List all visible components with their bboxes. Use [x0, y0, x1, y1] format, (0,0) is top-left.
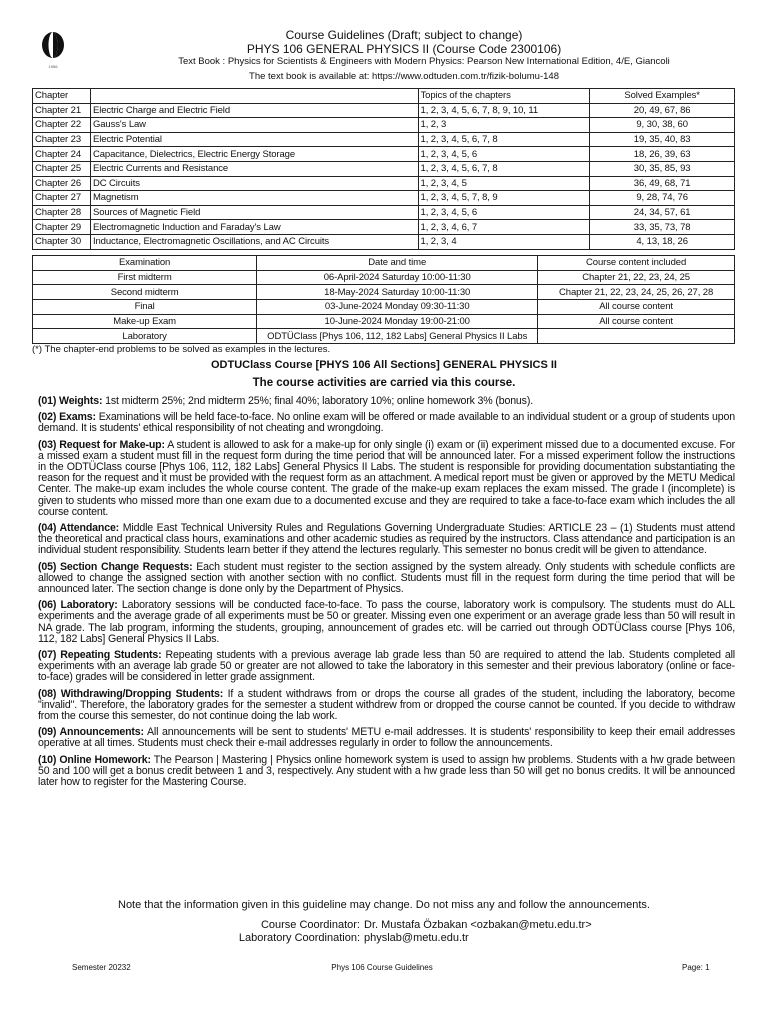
- table-cell: Chapter 21, 22, 23, 24, 25, 26, 27, 28: [538, 285, 735, 300]
- header-cell: Date and time: [257, 256, 538, 271]
- guideline-paragraph: [38, 600, 735, 645]
- table-cell: 18, 26, 39, 63: [590, 147, 735, 162]
- footer-semester: Semester 20232: [72, 963, 131, 972]
- table-cell: DC Circuits: [90, 176, 418, 191]
- table-cell: Chapter 25: [33, 161, 91, 176]
- table-cell: 9, 30, 38, 60: [590, 118, 735, 133]
- paragraph-label: (08) Withdrawing/Dropping Students:: [38, 687, 224, 700]
- table-cell: Magnetism: [90, 191, 418, 206]
- table-cell: Chapter 30: [33, 234, 91, 249]
- table-row: [33, 147, 735, 162]
- table-cell: Make-up Exam: [33, 314, 257, 329]
- table-cell: 1, 2, 3, 4, 5, 6, 7, 8: [418, 132, 590, 147]
- table-cell: Chapter 24: [33, 147, 91, 162]
- table-cell: ODTÜClass [Phys 106, 112, 182 Labs] General Physics II Labs: [257, 329, 538, 344]
- paragraph-label: (10) Online Homework:: [38, 753, 151, 766]
- odtuclass-course-title: ODTUClass Course [PHYS 106 All Sections] GENERAL PHYSICS II: [211, 359, 557, 371]
- table-cell: Electric Potential: [90, 132, 418, 147]
- paragraph-text: 1st midterm 25%; 2nd midterm 25%; final 40%; laboratory 10%; online homework 3% (bonus).: [102, 395, 533, 407]
- footer-page: Page: 1: [682, 963, 710, 972]
- textbook-availability: The text book is available at: https://www.odtuden.com.tr/fizik-bolumu-148: [249, 71, 559, 82]
- paragraph-text: Examinations will be held face-to-face. No online exam will be offered or made available to an individual student or a group of students upon demand. It is students' ethical responsibility of not cheating and wrongdoing.: [38, 411, 735, 435]
- table-cell: Gauss's Law: [90, 118, 418, 133]
- course-coordinator-value: Dr. Mustafa Özbakan <ozbakan@metu.edu.tr>: [364, 919, 592, 931]
- table-row: [33, 103, 735, 118]
- paragraph-label: (09) Announcements:: [38, 726, 144, 739]
- table-cell: First midterm: [33, 270, 257, 285]
- table-cell: Capacitance, Dielectrics, Electric Energy Storage: [90, 147, 418, 162]
- guideline-paragraph: [38, 650, 735, 684]
- table-cell: 1, 2, 3, 4, 5, 7, 8, 9: [418, 191, 590, 206]
- table-cell: Chapter 29: [33, 220, 91, 235]
- table-cell: 1, 2, 3, 4, 5: [418, 176, 590, 191]
- table-cell: Sources of Magnetic Field: [90, 205, 418, 220]
- guideline-paragraph: [38, 689, 735, 723]
- table-cell: 9, 28, 74, 76: [590, 191, 735, 206]
- table-cell: Chapter 27: [33, 191, 91, 206]
- paragraph-label: (02) Exams:: [38, 411, 96, 424]
- table-row: [33, 176, 735, 191]
- guideline-paragraph: [38, 562, 735, 596]
- table-cell: All course content: [538, 314, 735, 329]
- table-cell: Electric Currents and Resistance: [90, 161, 418, 176]
- paragraph-text: Middle East Technical University Rules and Regulations Governing Undergraduate Studies: ARTICLE 23 – (1) Students must attend the theoretical and practical class hours, examinations and other academic studies as required by the instructors. Class attendance and participation is an individual student responsibility. Students learn better if they attend the lectures regularly. This semester no bonus credit will be given to attendance.: [38, 522, 735, 557]
- table-row: [33, 285, 735, 300]
- course-subtitle: The course activities are carried via this course.: [252, 377, 516, 389]
- table-header-row: [33, 89, 735, 104]
- paragraph-text: The Pearson | Mastering | Physics online homework system is used to assign hw problems. Students with a hw grade between 50 and 100 will get a bonus credit between 1 and 3, respectively. Any student with a hw grade less than 50 will get no bonus credits. It will be announced later how to register for the Mastering Course.: [38, 753, 735, 789]
- paragraph-text: Repeating students with a previous average lab grade less than 50 are required to attend the lab. Students completed all experiments with an average lab grade 50 or greater are not allowed to take the laboratory in this semester and their previous laboratory (online or face-to-face) grades will be considered in letter grade assignment.: [38, 649, 735, 684]
- table-cell: 1, 2, 3, 4, 5, 6, 7, 8, 9, 10, 11: [418, 103, 590, 118]
- paragraph-text: A student is allowed to ask for a make-up for only single (i) exam or (ii) experiment missed due to a documented excuse. For a missed exam a student must fill in the request form during the time period that will be announced later. For a missed experiment follow the instructions in the ODTÜClass course [Phys 106, 112, 182 Labs] General Physics II Labs. The student is responsible for providing documentation substantiating the reason for the request and it must be provided with the request form as an attachment. A medical report must be given or approved by the METU Medical Center. The make-up exam includes the whole course content. The grade of the make-up exam replaces the exam missed. The grade I (incomplete) is given to students who missed more than one exam due to a documented excuse and they are required to take a face-to-face exam which includes the all course content.: [38, 438, 735, 518]
- header-cell: Examination: [33, 256, 257, 271]
- paragraph-label: (06) Laboratory:: [38, 599, 118, 612]
- table-row: [33, 270, 735, 285]
- guideline-paragraph: [38, 412, 735, 434]
- table-row: [33, 329, 735, 344]
- paragraph-text: All announcements will be sent to students' METU e-mail addresses. It is students' responsibility to keep their email addresses operative at all times. Students must check their e-mail addresses regularly in order to follow the announcements.: [38, 726, 735, 750]
- footer-doc-title: Phys 106 Course Guidelines: [331, 963, 433, 972]
- header-cell: [90, 89, 418, 104]
- table-cell: Final: [33, 300, 257, 315]
- table-cell: 36, 49, 68, 71: [590, 176, 735, 191]
- table-cell: Chapter 21: [33, 103, 91, 118]
- lab-coordinator-label: Laboratory Coordination:: [238, 932, 360, 944]
- header-cell: Course content included: [538, 256, 735, 271]
- table-cell: Chapter 26: [33, 176, 91, 191]
- table-row: [33, 300, 735, 315]
- table-cell: 03-June-2024 Monday 09:30-11:30: [257, 300, 538, 315]
- table-cell: 1, 2, 3, 4, 5, 6, 7, 8: [418, 161, 590, 176]
- paragraph-label: (03) Request for Make-up:: [38, 438, 165, 451]
- table-row: [33, 314, 735, 329]
- table-cell: 19, 35, 40, 83: [590, 132, 735, 147]
- table-cell: 33, 35, 73, 78: [590, 220, 735, 235]
- table-row: [33, 191, 735, 206]
- table-cell: Chapter 23: [33, 132, 91, 147]
- table-row: [33, 234, 735, 249]
- table-cell: 30, 35, 85, 93: [590, 161, 735, 176]
- table-cell: Laboratory: [33, 329, 257, 344]
- change-note: Note that the information given in this guideline may change. Do not miss any and follow the announcements.: [118, 899, 650, 911]
- table-cell: 1, 2, 3, 4, 6, 7: [418, 220, 590, 235]
- header-cell: Topics of the chapters: [418, 89, 590, 104]
- chapters-table: [32, 88, 735, 250]
- table-cell: 10-June-2024 Monday 19:00-21:00: [257, 314, 538, 329]
- table-cell: 1, 2, 3, 4, 5, 6: [418, 205, 590, 220]
- table-cell: [538, 329, 735, 344]
- table-cell: 18-May-2024 Saturday 10:00-11:30: [257, 285, 538, 300]
- table-cell: 4, 13, 18, 26: [590, 234, 735, 249]
- document-title: Course Guidelines (Draft; subject to change): [285, 28, 523, 42]
- guidelines-paragraphs: [38, 396, 735, 793]
- table-cell: 1, 2, 3, 4: [418, 234, 590, 249]
- table-cell: Chapter 22: [33, 118, 91, 133]
- table-cell: All course content: [538, 300, 735, 315]
- table-header-row: [33, 256, 735, 271]
- table-cell: Chapter 21, 22, 23, 24, 25: [538, 270, 735, 285]
- footnote: (*) The chapter-end problems to be solved as examples in the lectures.: [32, 344, 331, 355]
- table-row: [33, 161, 735, 176]
- header-cell: Solved Examples*: [590, 89, 735, 104]
- table-cell: 1, 2, 3, 4, 5, 6: [418, 147, 590, 162]
- table-cell: Second midterm: [33, 285, 257, 300]
- guideline-paragraph: [38, 396, 735, 407]
- paragraph-text: Laboratory sessions will be conducted face-to-face. To pass the course, laboratory work is compulsory. The students must do ALL experiments and the average grade of all experiments must be 50 or greater. Missing even one experiment or an average grade less than 50 will result in NA grade. The lab program, informing the students, grouping, announcement of grades etc. will be carried out through ODTÜClass course [Phys 106, 112, 182 Labs] General Physics II Labs.: [38, 599, 735, 645]
- table-cell: 24, 34, 57, 61: [590, 205, 735, 220]
- paragraph-label: (04) Attendance:: [38, 522, 120, 535]
- table-cell: 06-April-2024 Saturday 10:00-11:30: [257, 270, 538, 285]
- svg-text:1956: 1956: [48, 64, 58, 69]
- guideline-paragraph: [38, 523, 735, 557]
- table-row: [33, 118, 735, 133]
- table-cell: 20, 49, 67, 86: [590, 103, 735, 118]
- exams-table: [32, 255, 735, 344]
- table-cell: Electromagnetic Induction and Faraday's Law: [90, 220, 418, 235]
- table-row: [33, 132, 735, 147]
- table-cell: 1, 2, 3: [418, 118, 590, 133]
- paragraph-label: (01) Weights:: [38, 395, 103, 407]
- table-row: [33, 205, 735, 220]
- textbook-info: Text Book : Physics for Scientists & Engineers with Modern Physics: Pearson New International Edition, 4/E, Giancoli: [178, 56, 670, 67]
- table-row: [33, 220, 735, 235]
- guideline-paragraph: [38, 755, 735, 789]
- lab-coordinator-value: physlab@metu.edu.tr: [364, 932, 469, 944]
- header-cell: Chapter: [33, 89, 91, 104]
- table-cell: Chapter 28: [33, 205, 91, 220]
- table-cell: Electric Charge and Electric Field: [90, 103, 418, 118]
- paragraph-text: If a student withdraws from or drops the course all grades of the student, including the laboratory, become "invalid". Therefore, the laboratory grades for the semester a student withdrew from or dropped the course cannot be counted. If you decide to withdraw from the course this semester, do not continue doing the lab work.: [38, 687, 735, 723]
- paragraph-label: (07) Repeating Students:: [38, 649, 162, 662]
- guideline-paragraph: [38, 440, 735, 518]
- course-coordinator-label: Course Coordinator:: [260, 919, 360, 931]
- paragraph-label: (05) Section Change Requests:: [38, 560, 193, 573]
- guideline-paragraph: [38, 727, 735, 749]
- course-title: PHYS 106 GENERAL PHYSICS II (Course Code 2300106): [246, 42, 562, 56]
- table-cell: Inductance, Electromagnetic Oscillations, and AC Circuits: [90, 234, 418, 249]
- paragraph-text: Each student must register to the section assigned by the system already. Only students with schedule conflicts are allowed to change the assigned section with another section with no conflict. Students must fill in the request form during the time period that will be announced later. The section change is done only by the Department of Physics.: [38, 560, 735, 596]
